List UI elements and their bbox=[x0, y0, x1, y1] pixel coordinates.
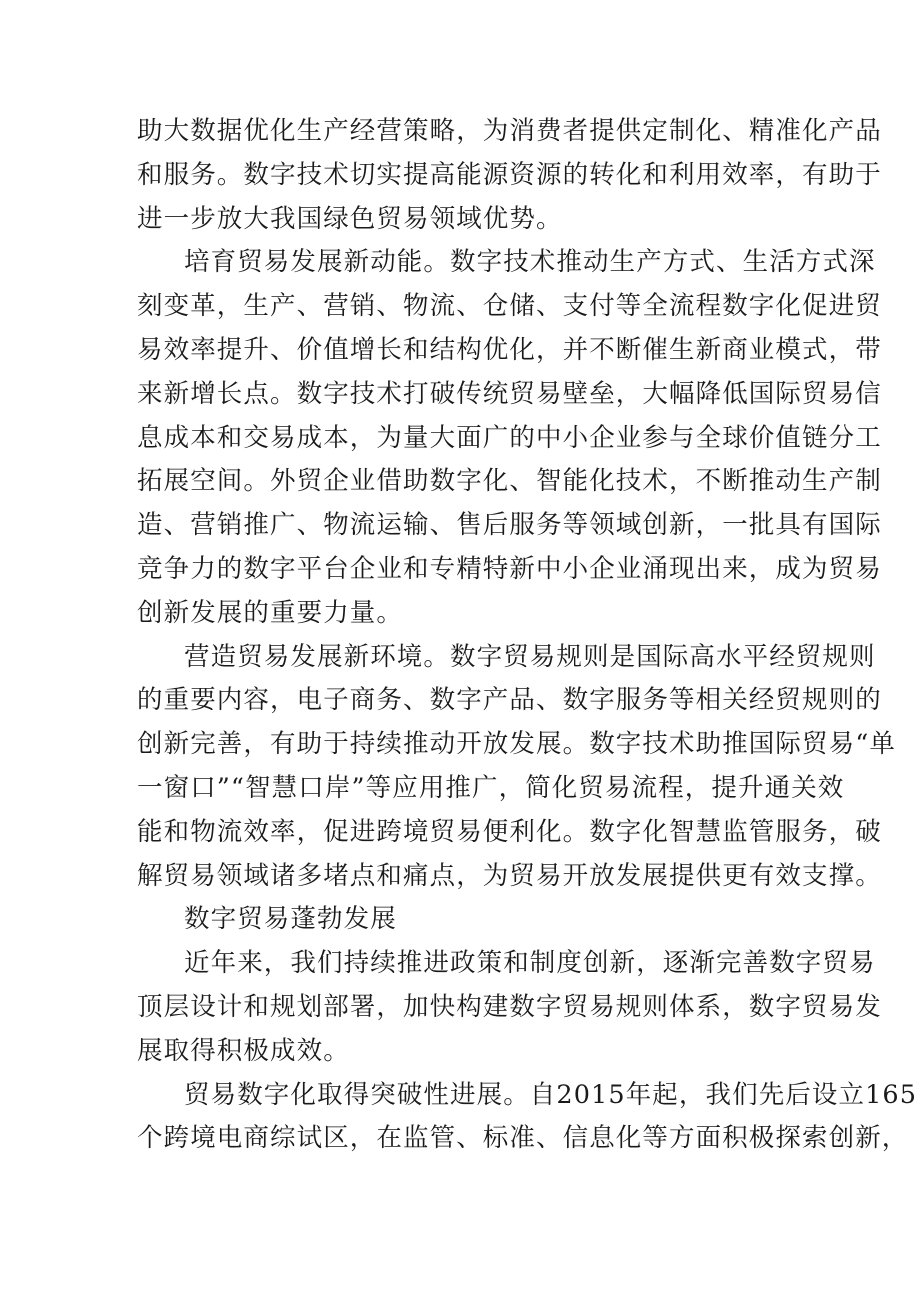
paragraph-line: 刻变革，生产、营销、物流、仓储、支付等全流程数字化促进贸 bbox=[137, 291, 882, 322]
document-body bbox=[137, 110, 918, 1161]
paragraph-line: 解贸易领域诸多堵点和痛点，为贸易开放发展提供更有效支撑。 bbox=[137, 860, 882, 891]
paragraph-line: 的重要内容，电子商务、数字产品、数字服务等相关经贸规则的 bbox=[137, 685, 882, 716]
paragraph-line: 进一步放大我国绿色贸易领域优势。 bbox=[137, 203, 563, 234]
paragraph-line: 能和物流效率，促进跨境贸易便利化。数字化智慧监管服务，破 bbox=[137, 816, 882, 847]
paragraph-line: 培育贸易发展新动能。数字技术推动生产方式、生活方式深 bbox=[184, 247, 876, 278]
paragraph-line: 拓展空间。外贸企业借助数字化、智能化技术，不断推动生产制 bbox=[137, 466, 882, 497]
paragraph-line: 创新完善，有助于持续推动开放发展。数字技术助推国际贸易“单 bbox=[137, 729, 896, 760]
paragraph-line: 营造贸易发展新环境。数字贸易规则是国际高水平经贸规则 bbox=[184, 641, 876, 672]
paragraph-line: 助大数据优化生产经营策略，为消费者提供定制化、精准化产品 bbox=[137, 116, 882, 146]
paragraph-line: 个跨境电商综试区，在监管、标准、信息化等方面积极探索创新， bbox=[137, 1123, 909, 1154]
paragraph-line: 一窗口”“智慧口岸”等应用推广，简化贸易流程，提升通关效 bbox=[137, 772, 845, 803]
paragraph-line: 息成本和交易成本，为量大面广的中小企业参与全球价值链分工 bbox=[137, 422, 882, 453]
paragraph-line: 近年来，我们持续推进政策和制度创新，逐渐完善数字贸易 bbox=[184, 948, 876, 979]
paragraph-line: 贸易数字化取得突破性进展。自2015年起，我们先后设立165 bbox=[184, 1079, 918, 1110]
paragraph-line: 易效率提升、价值增长和结构优化，并不断催生新商业模式，带 bbox=[137, 334, 882, 365]
paragraph-line: 创新发展的重要力量。 bbox=[137, 597, 404, 628]
paragraph-line: 展取得积极成效。 bbox=[137, 1035, 350, 1066]
paragraph-line: 竞争力的数字平台企业和专精特新中小企业涌现出来，成为贸易 bbox=[137, 553, 882, 584]
paragraph-line: 造、营销推广、物流运输、售后服务等领域创新，一批具有国际 bbox=[137, 510, 882, 541]
section-heading: 数字贸易蓬勃发展 bbox=[184, 904, 397, 935]
paragraph-line: 顶层设计和规划部署，加快构建数字贸易规则体系，数字贸易发 bbox=[137, 991, 882, 1022]
paragraph-line: 和服务。数字技术切实提高能源资源的转化和利用效率，有助于 bbox=[137, 159, 882, 190]
paragraph-line: 来新增长点。数字技术打破传统贸易壁垒，大幅降低国际贸易信 bbox=[137, 378, 882, 409]
